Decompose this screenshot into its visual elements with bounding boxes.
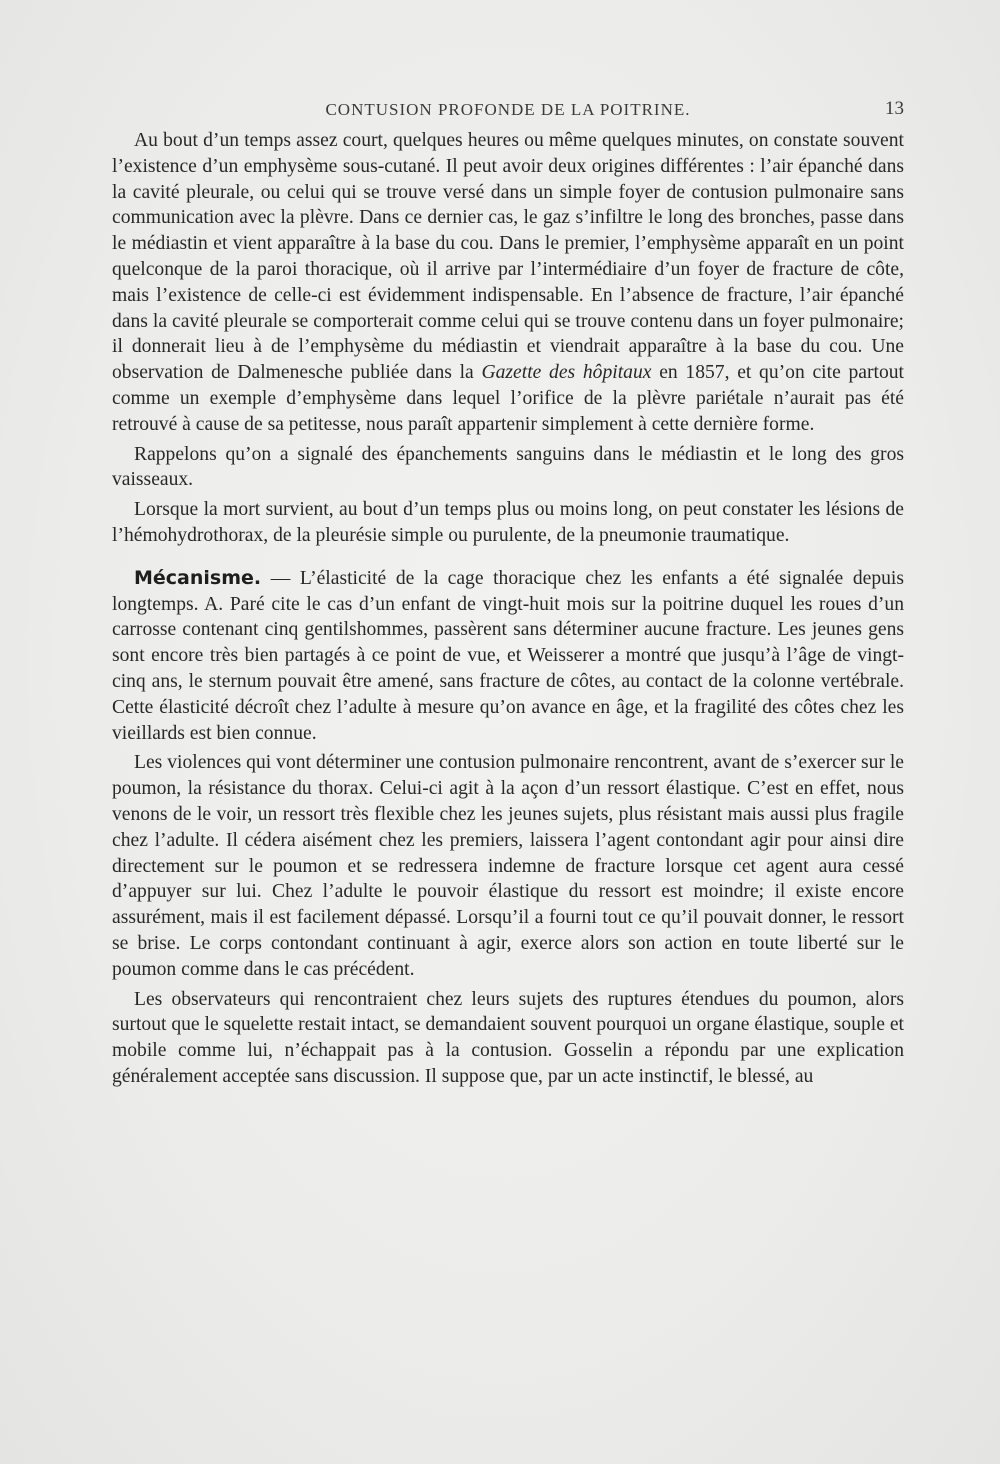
page-number: 13 — [885, 98, 904, 119]
paragraph-emphysema — [112, 128, 904, 438]
paragraph-observers: Les observateurs qui rencontraient chez leurs sujets des ruptures étendues du poumon, alors surtout que le squelette restait intact, se demandaient souvent pourquoi un organe élastique, souple et mobile comme lui, n’échappait pas à la contusion. Gosselin a répondu par une explication généralement acceptée sans discussion. Il suppose que, par un acte instinctif, le blessé, au — [112, 988, 904, 1087]
running-title: CONTUSION PROFONDE DE LA POITRINE. — [325, 100, 691, 119]
body-text — [112, 128, 904, 1090]
paragraph-mechanism — [112, 566, 904, 747]
paragraph-emphysema-text: Au bout d’un temps assez court, quelques heures ou même quelques minutes, on constate souvent l’existence d’un emphysème sous-cutané. Il peut avoir deux origines différentes : l’air épanché dans la cavité pleurale, ou celui qui se trouve versé dans un simple foyer de contusion pulmonaire sans communication avec la plèvre. Dans ce dernier cas, le gaz s’infiltre le long des bronches, passe dans le médiastin et vient apparaître à la base du cou. Dans le premier, l’emphysème apparaît en un point quelconque de la paroi thoracique, où il arrive par l’intermédiaire d’un foyer de fracture de côte, mais l’existence de celle-ci est évidemment indispensable. En l’absence de fracture, l’air épanché dans la cavité pleurale se comporterait comme celui qui se trouve contenu dans un foyer pulmonaire; il donnerait lieu à de l’emphysème du médiastin et viendrait apparaître à la base du cou. Une observation de Dalmenesche publiée dans la — [112, 130, 904, 384]
paragraph-hemorrhage: Rappelons qu’on a signalé des épanchements sanguins dans le médiastin et le long des gros vaisseaux. — [112, 443, 904, 491]
paragraph-mechanism-text: — L’élasticité de la cage thoracique chez les enfants a été signalée depuis longtemps. A. Paré cite le cas d’un enfant de vingt-huit mois sur la poitrine duquel les roues d’un carrosse contenant cinq gentilshommes, passèrent sans déterminer aucune fracture. Les jeunes gens sont encore très bien partagés à ce point de vue, et Weisserer a montré que jusqu’à l’âge de vingt-cinq ans, le sternum pouvait être amené, sans fracture de côtes, au contact de la colonne vertébrale. Cette élasticité décroît chez l’adulte à mesure qu’on avance en âge, et la fragilité des côtes chez les vieillards est bien connue. — [112, 567, 904, 744]
paragraph-emphysema-end: en 1857, et qu’on cite partout comme un exemple d’emphysème dans lequel l’orifice de la plèvre pariétale n’aurait pas été retrouvé à cause de sa petitesse, nous paraît appartenir simplement à cette dernière forme. — [112, 362, 904, 435]
journal-title: Gazette des hôpitaux — [481, 362, 652, 384]
paragraph-lesions: Lorsque la mort survient, au bout d’un temps plus ou moins long, on peut constater les lésions de l’hémohydrothorax, de la pleurésie simple ou purulente, de la pneumonie traumatique. — [112, 499, 904, 546]
paragraph-violence: Les violences qui vont déterminer une contusion pulmonaire rencontrent, avant de s’exercer sur le poumon, la résistance du thorax. Celui-ci agit à la açon d’un ressort élastique. C’est en effet, nous venons de le voir, un ressort très flexible chez les jeunes sujets, plus résistant mais aussi plus fragile chez l’adulte. Il cédera aisément chez les premiers, laissera l’agent contondant agir pour ainsi dire directement sur le poumon et se redressera indemne de fracture lorsque cet agent aura cessé d’appuyer sur lui. Chez l’adulte le pouvoir élastique du ressort est moindre; il existe encore assurément, mais il est facilement dépassé. Lorsqu’il a fourni tout ce qu’il pouvait donner, le ressort se brise. Le corps contondant continuant à agir, exerce alors son action en toute liberté sur le poumon comme dans le cas précédent. — [112, 752, 904, 980]
section-heading: Mécanisme. — [134, 566, 262, 589]
running-head — [112, 98, 904, 128]
